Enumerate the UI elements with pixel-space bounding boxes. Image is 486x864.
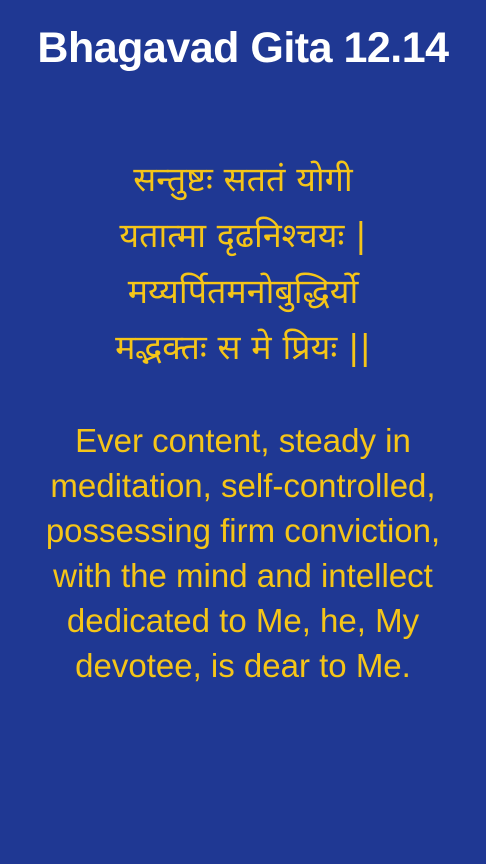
translation-line: Ever content, steady in — [75, 422, 411, 459]
translation-line: with the mind and intellect — [53, 557, 433, 594]
verse-line: यतात्मा दृढनिश्चयः | — [119, 216, 367, 256]
english-translation — [0, 418, 486, 688]
translation-line: possessing firm conviction, — [45, 512, 441, 549]
sanskrit-verse — [0, 152, 486, 376]
translation-line: meditation, self-controlled, — [50, 467, 436, 504]
verse-line: सन्तुष्टः सततं योगी — [133, 160, 353, 200]
verse-line: मय्यर्पितमनोबुद्धिर्यो — [127, 272, 359, 312]
page-title: Bhagavad Gita 12.14 — [37, 24, 449, 72]
translation-line: devotee, is dear to Me. — [75, 647, 411, 684]
translation-line: dedicated to Me, he, My — [66, 602, 420, 639]
verse-line: मद्भक्तः स मे प्रियः || — [115, 328, 371, 368]
